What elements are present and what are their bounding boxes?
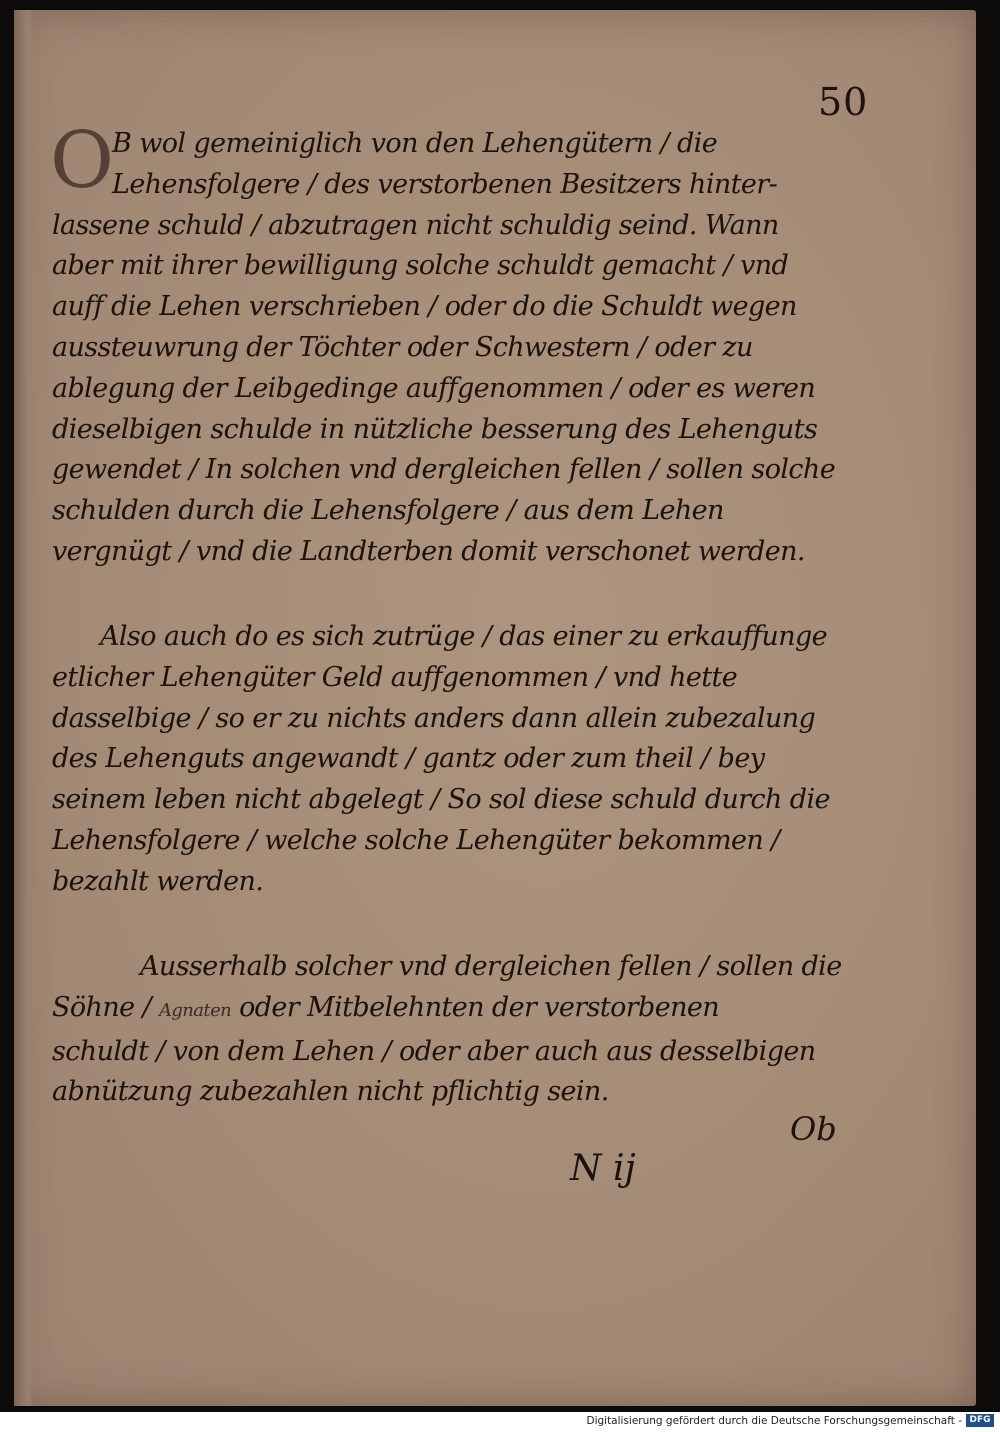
text-line: lassene schuld / abzutragen nicht schuldig seind. Wann — [52, 209, 779, 241]
text-line: B wol gemeiniglich von den Lehengütern / die — [112, 128, 718, 159]
text-line: schuldt / von dem Lehen / oder aber auch aus desselbigen — [52, 1035, 816, 1067]
text-line: aber mit ihrer bewilligung solche schuldt gemacht / vnd — [52, 250, 789, 282]
signature-mark: N ij — [570, 1148, 636, 1189]
text-line: Söhne / Agnaten oder Mitbelehnten der verstorbenen — [52, 991, 720, 1023]
text-line: Also auch do es sich zutrüge / das einer zu erkauffunge — [100, 621, 828, 652]
text-line: aussteuwrung der Töchter oder Schwestern / oder zu — [52, 331, 753, 363]
text-line: seinem leben nicht abgelegt / So sol diese schuld durch die — [52, 784, 830, 816]
text-line: gewendet / In solchen vnd dergleichen fellen / sollen solche — [52, 454, 836, 486]
text-line: dasselbige / so er zu nichts anders dann allein zubezalung — [52, 702, 816, 734]
text-line: etlicher Lehengüter Geld auffgenommen / vnd hette — [52, 661, 738, 693]
drop-cap: O — [50, 116, 114, 206]
paragraph-3 — [52, 947, 874, 1113]
paragraph-2 — [52, 617, 874, 903]
text-line: ablegung der Leibgedinge auffgenommen / oder es weren — [52, 372, 816, 404]
page-number: 50 — [818, 80, 869, 124]
page-gutter — [14, 10, 34, 1406]
text-line: bezahlt werden. — [52, 865, 264, 897]
text-line: Lehensfolgere / des verstorbenen Besitzers hinter‑ — [112, 168, 778, 200]
text-line: Ausserhalb solcher vnd dergleichen fellen / sollen die — [140, 951, 842, 982]
paragraph-1 — [50, 116, 874, 573]
funding-notice: Digitalisierung gefördert durch die Deutsche Forschungsgemeinschaft - — [586, 1415, 962, 1427]
text-line: vergnügt / vnd die Landterben domit verschonet werden. — [52, 535, 805, 567]
catchword: Ob — [790, 1110, 837, 1148]
text-line: abnützung zubezahlen nicht pflichtig sein. — [52, 1076, 609, 1108]
text-line: Lehensfolgere / welche solche Lehengüter bekommen / — [52, 824, 780, 856]
annotation-word: Agnaten — [158, 999, 232, 1021]
text-line: schulden durch die Lehensfolgere / aus dem Lehen — [52, 495, 724, 527]
text-line: des Lehenguts angewandt / gantz oder zum theil / bey — [52, 743, 765, 775]
text-line: auff die Lehen verschrieben / oder do die Schuldt wegen — [52, 291, 797, 323]
text-line: dieselbigen schulde in nützliche besserung des Lehenguts — [52, 413, 818, 445]
dfg-logo: DFG — [966, 1414, 994, 1427]
